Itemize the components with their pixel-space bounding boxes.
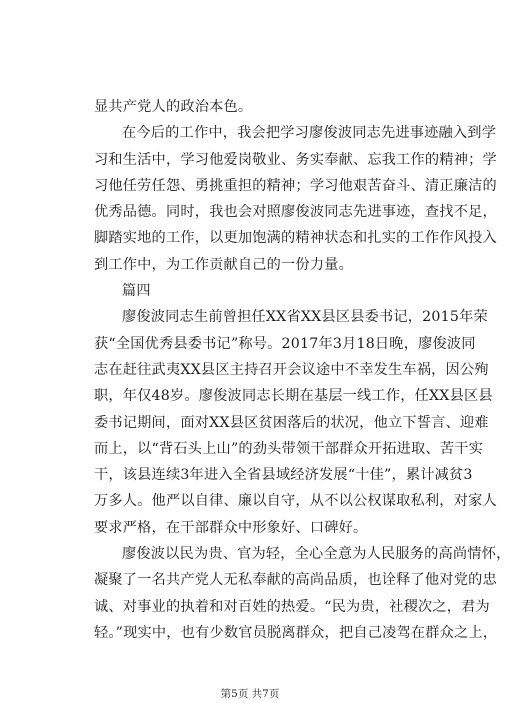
document-body [94, 94, 510, 646]
text-line: 干，该县连续3年进入全省县域经济发展“十佳”，累计减贫3 [94, 467, 473, 484]
text-line: 习和生活中，学习他爱岗敬业、务实奉献、忘我工作的精神；学 [94, 151, 497, 168]
text-line: 而上，以“背石头上山”的劲头带领干部群众开拓进取、苦干实 [94, 440, 483, 457]
text-line: 显共产党人的政治本色。 [94, 99, 253, 115]
text-line: 诚、对事业的执着和对百姓的热爱。“民为贵，社稷次之，君为 [94, 598, 490, 615]
text-line: 凝聚了一名共产党人无私奉献的高尚品质，也诠释了他对党的忠 [94, 572, 497, 589]
section-heading: 篇四 [122, 283, 151, 300]
text-line: 职，年仅48岁。廖俊波同志长期在基层一线工作，任XX县区县 [94, 388, 493, 405]
text-line: 委书记期间，面对XX县区贫困落后的状况，他立下誓言、迎难 [94, 414, 489, 431]
text-line: 到工作中，为工作贡献自己的一份力量。 [94, 256, 353, 273]
text-line: 在今后的工作中，我会把学习廖俊波同志先进事迹融入到学 [122, 125, 497, 142]
page-number: 第5页 共7页 [220, 688, 280, 700]
text-line: 优秀品德。同时，我也会对照廖俊波同志先进事迹，查找不足， [94, 204, 497, 221]
text-line: 廖俊波同志生前曾担任XX省XX县区县委书记，2015年荣 [122, 309, 488, 326]
text-line: 获“全国优秀县委书记”称号。2017年3月18日晚，廖俊波同 [94, 335, 476, 352]
text-line: 志在赶往武夷XX县区主持召开会议途中不幸发生车祸，因公殉 [94, 361, 489, 378]
text-line: 廖俊波以民为贵、官为轻，全心全意为人民服务的高尚情怀， [122, 546, 510, 563]
text-line: 习他任劳任怨、勇挑重担的精神；学习他艰苦奋斗、清正廉洁的 [94, 177, 497, 194]
text-line: 要求严格，在干部群众中形象好、口碑好。 [94, 519, 368, 536]
text-line: 轻。”现实中，也有少数官员脱离群众，把自己凌驾在群众之上， [94, 624, 498, 641]
text-line: 万多人。他严以自律、廉以自守，从不以公权谋取私利，对家人 [94, 493, 497, 510]
text-line: 脚踏实地的工作，以更加饱满的精神状态和扎实的工作作风投入 [94, 230, 497, 247]
